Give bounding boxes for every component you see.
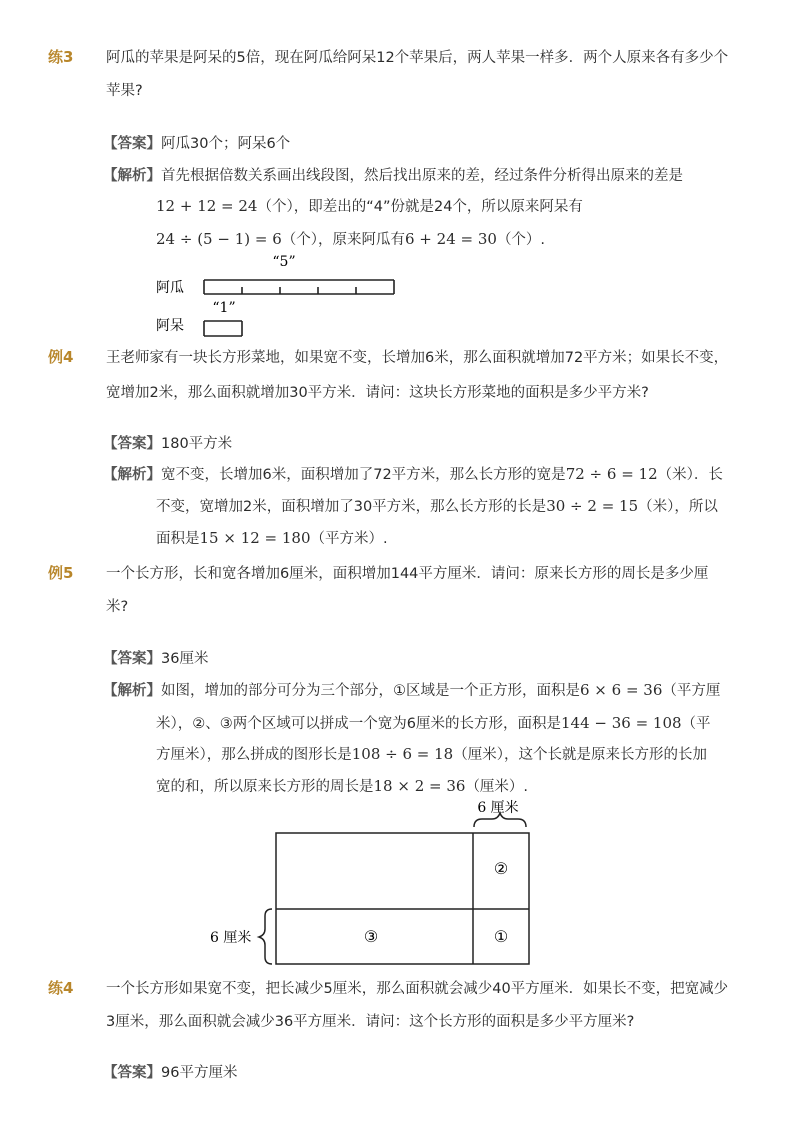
analysis-text: （平方厘 bbox=[662, 683, 721, 699]
left-brace bbox=[259, 909, 272, 964]
problem-tag-p4: 练4 bbox=[48, 979, 74, 997]
analysis-line bbox=[156, 712, 711, 733]
diagram-label-1: “1” bbox=[212, 300, 236, 316]
math-expr: 12 + 12 = 24 bbox=[156, 197, 258, 215]
question-line: 米? bbox=[106, 599, 129, 615]
answer-text: 阿瓜30个；阿呆6个 bbox=[161, 136, 291, 152]
analysis-text: （个），即差出的“4”份就是24个，所以原来阿呆有 bbox=[257, 199, 583, 215]
region-3-label: ③ bbox=[363, 927, 379, 946]
analysis-line bbox=[156, 195, 583, 216]
analysis-text: （厘米）. bbox=[465, 779, 529, 795]
math-expr: 6 × 6 = 36 bbox=[580, 681, 663, 699]
analysis-line bbox=[156, 775, 528, 796]
answer-text: 180平方米 bbox=[161, 436, 233, 452]
question-line: 阿瓜的苹果是阿呆的5倍，现在阿瓜给阿呆12个苹果后，两人苹果一样多．两个人原来各有多少个 bbox=[106, 50, 729, 66]
question-line: 宽增加2米，那么面积就增加30平方米．请问：这块长方形菜地的面积是多少平方米? bbox=[106, 385, 649, 401]
answer-text: 96平方厘米 bbox=[161, 1065, 238, 1081]
analysis-line bbox=[156, 743, 707, 764]
analysis-text: 如图，增加的部分可分为三个部分，①区域是一个正方形，面积是 bbox=[161, 683, 580, 699]
problem-tag-e4: 例4 bbox=[48, 348, 74, 366]
problem-tag-e5: 例5 bbox=[48, 564, 74, 582]
region-2-label: ② bbox=[493, 859, 509, 878]
math-expr: 24 ÷ (5 − 1) = 6 bbox=[156, 230, 282, 248]
question-line: 一个长方形，长和宽各增加6厘米，面积增加144平方厘米．请问：原来长方形的周长是多少厘 bbox=[106, 566, 709, 582]
analysis-line bbox=[156, 527, 388, 548]
analysis-text: 首先根据倍数关系画出线段图，然后找出原来的差，经过条件分析得出原来的差是 bbox=[161, 168, 683, 184]
analysis-text: （厘米），这个长就是原来长方形的长加 bbox=[453, 747, 707, 763]
math-expr: 30 ÷ 2 = 15 bbox=[546, 497, 639, 515]
math-expr: 15 × 12 = 180 bbox=[199, 529, 311, 547]
analysis-line bbox=[103, 463, 723, 484]
analysis-text: （平 bbox=[681, 716, 711, 732]
analysis-line bbox=[103, 164, 683, 185]
answer-label: 【答案】 bbox=[103, 136, 161, 152]
region-1-label: ① bbox=[493, 927, 509, 946]
math-expr: 144 − 36 = 108 bbox=[560, 714, 682, 732]
answer-line bbox=[103, 432, 232, 453]
answer-label: 【答案】 bbox=[103, 436, 161, 452]
answer-text: 36厘米 bbox=[161, 651, 209, 667]
math-expr: 18 × 2 = 36 bbox=[373, 777, 466, 795]
analysis-label: 【解析】 bbox=[103, 683, 161, 699]
analysis-text: 方厘米），那么拼成的图形长是 bbox=[156, 747, 352, 763]
analysis-text: 面积是 bbox=[156, 531, 200, 547]
figure-top-label: 6 厘米 bbox=[477, 800, 519, 816]
figure-outline bbox=[276, 833, 529, 964]
question-line: 一个长方形如果宽不变，把长减少5厘米，那么面积就会减少40平方厘米．如果长不变，把宽减少 bbox=[106, 981, 729, 997]
analysis-line bbox=[156, 495, 718, 516]
question-line: 王老师家有一块长方形菜地，如果宽不变，长增加6米，那么面积就增加72平方米；如果长不变， bbox=[106, 350, 729, 366]
analysis-line bbox=[156, 228, 545, 249]
math-expr: 72 ÷ 6 = 12 bbox=[565, 465, 658, 483]
analysis-text: 不变，宽增加2米，面积增加了30平方米，那么长方形的长是 bbox=[156, 499, 547, 515]
analysis-text: （个），原来阿瓜有 bbox=[281, 232, 405, 248]
answer-label: 【答案】 bbox=[103, 1065, 161, 1081]
analysis-line bbox=[103, 679, 720, 700]
analysis-label: 【解析】 bbox=[103, 168, 161, 184]
question-line: 苹果? bbox=[106, 83, 143, 99]
analysis-text: （米），所以 bbox=[638, 499, 718, 515]
analysis-text: 宽的和，所以原来长方形的周长是 bbox=[156, 779, 374, 795]
adai-segment bbox=[204, 321, 242, 336]
problem-tag-p3: 练3 bbox=[48, 48, 74, 66]
rectangle-figure bbox=[200, 795, 540, 970]
math-expr: 6 + 24 = 30 bbox=[405, 230, 497, 248]
analysis-text: （平方米）. bbox=[310, 531, 388, 547]
segment-diagram bbox=[150, 250, 410, 342]
diagram-label-adai: 阿呆 bbox=[156, 318, 184, 334]
answer-line bbox=[103, 132, 290, 153]
answer-line bbox=[103, 1061, 237, 1082]
math-expr: 108 ÷ 6 = 18 bbox=[351, 745, 454, 763]
analysis-text: 米），②、③两个区域可以拼成一个宽为6厘米的长方形，面积是 bbox=[156, 716, 561, 732]
agua-segment bbox=[204, 280, 394, 294]
diagram-label-5: “5” bbox=[272, 254, 296, 270]
answer-label: 【答案】 bbox=[103, 651, 161, 667]
analysis-text: （米）．长 bbox=[657, 467, 723, 483]
diagram-label-agua: 阿瓜 bbox=[156, 280, 184, 296]
answer-line bbox=[103, 647, 208, 668]
analysis-text: （个）. bbox=[496, 232, 546, 248]
analysis-label: 【解析】 bbox=[103, 467, 161, 483]
analysis-text: 宽不变，长增加6米，面积增加了72平方米，那么长方形的宽是 bbox=[161, 467, 566, 483]
question-line: 3厘米，那么面积就会减少36平方厘米．请问：这个长方形的面积是多少平方厘米? bbox=[106, 1014, 635, 1030]
figure-left-label: 6 厘米 bbox=[210, 930, 252, 946]
